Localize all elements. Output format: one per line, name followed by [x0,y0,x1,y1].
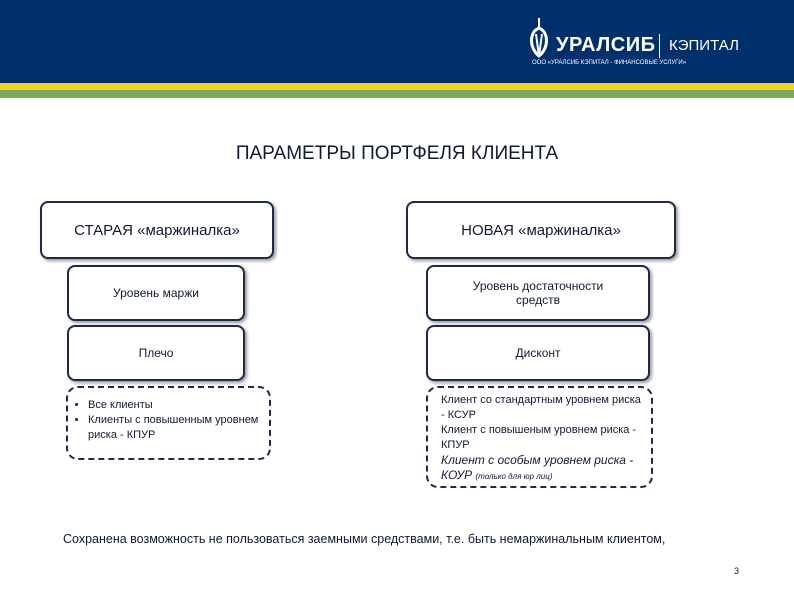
list-item: Клиент с повышеным уровнем риска - КПУР [441,424,637,451]
old-param-margin [67,265,245,321]
list-item: • Клиенты с повышенным уровнем риска - КПУР [88,413,263,443]
list-item [441,453,641,484]
green-stripe [0,90,794,98]
divider [659,34,660,58]
item-text: Клиент с особым уровнем риска - КОУР [441,453,634,482]
old-heading-box [40,201,274,259]
page-title: ПАРАМЕТРЫ ПОРТФЕЛЯ КЛИЕНТА [235,143,559,164]
item-note: (только для юр лиц) [475,472,553,481]
old-clients-box [66,386,271,460]
param-label: Дисконт [515,346,561,360]
old-heading: СТАРАЯ «маржиналка» [74,221,240,239]
param-label: Плечо [138,346,174,360]
footer-note: Сохранена возможность не пользоваться заемными средствами, т.е. быть немаржинальным клиентом, [63,532,666,546]
yellow-stripe [0,83,794,90]
param-label: Уровень достаточности средств [472,279,604,307]
old-param-leverage [67,325,245,381]
param-label: Уровень маржи [113,286,199,300]
logo-emblem-icon [526,18,552,58]
list-item: • Все клиенты [88,398,263,413]
new-heading: НОВАЯ «маржиналка» [461,221,621,239]
header-bar: УРАЛСИБ КЭПИТАЛ ООО «УРАЛСИБ КЭПИТАЛ - ФИНАНСОВЫЕ УСЛУГИ» [0,0,794,83]
new-heading-box [406,201,676,259]
list-item: Клиент со стандартным уровнем риска - КСУР [441,394,641,421]
page-number: 3 [734,566,740,576]
new-param-sufficiency [426,265,650,321]
new-clients-box [426,386,653,488]
new-param-discount [426,325,650,381]
